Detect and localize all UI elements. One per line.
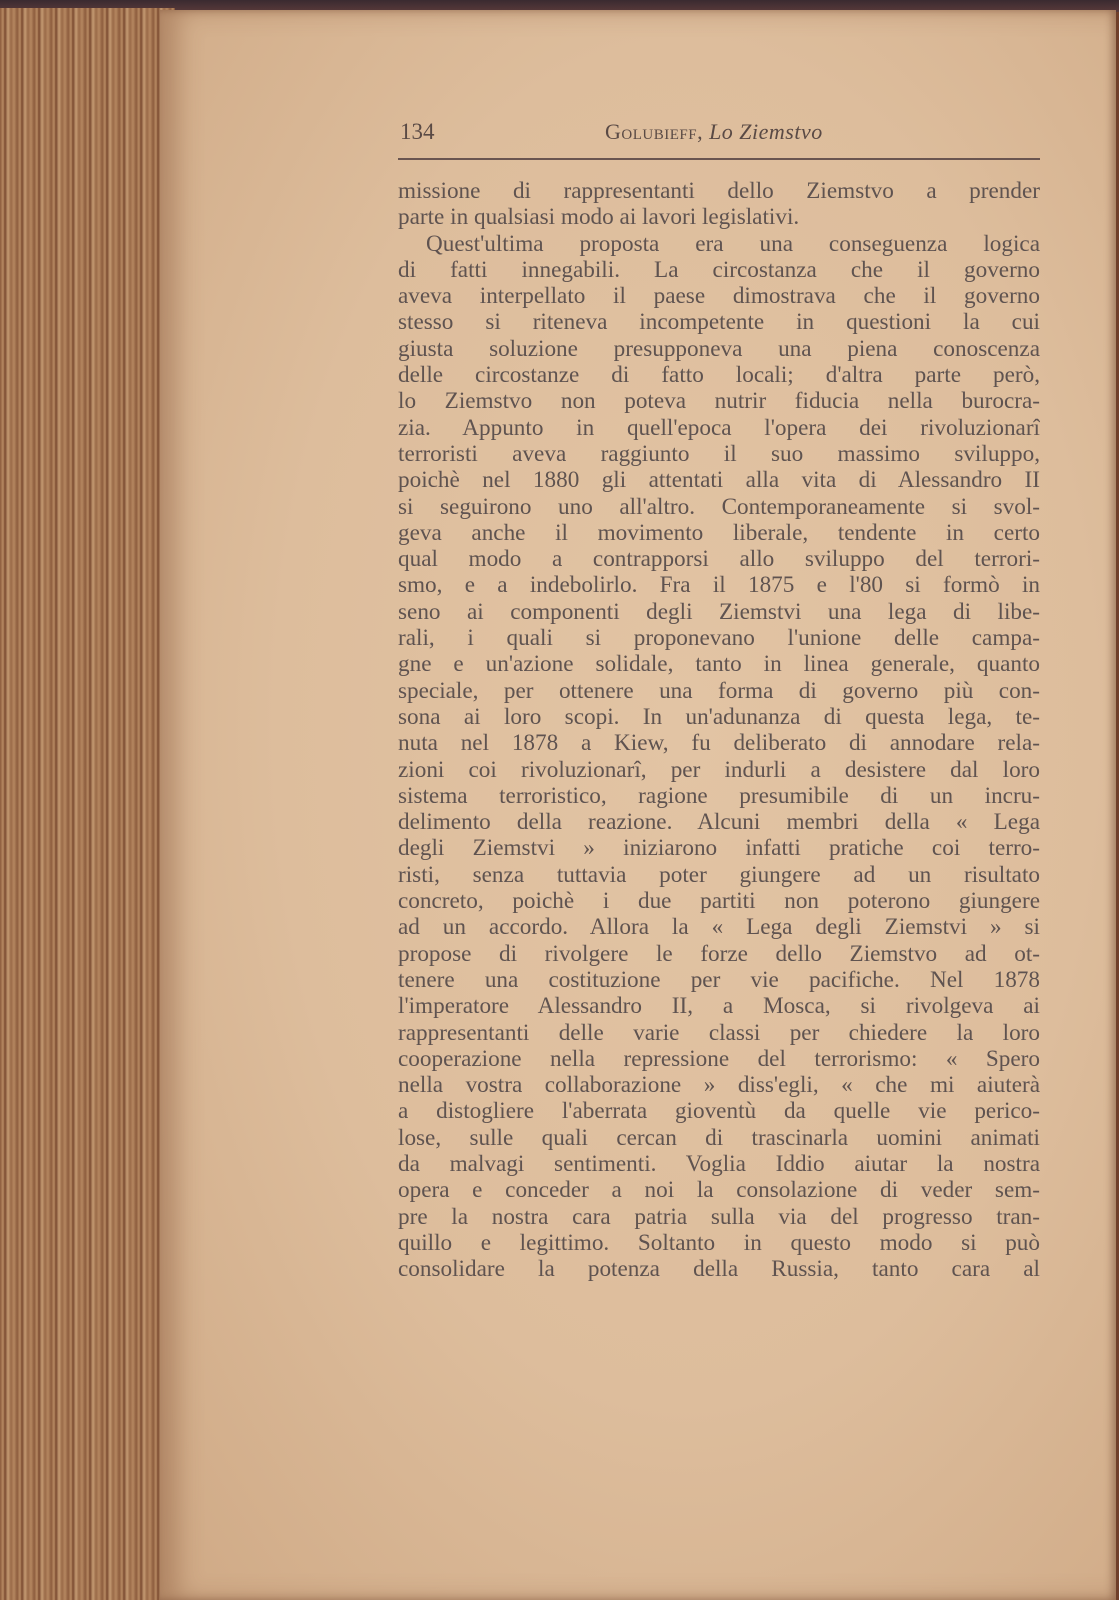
text-line: gne e un'azione solidale, tanto in linea generale, quanto <box>398 651 1040 678</box>
text-line: da malvagi sentimenti. Voglia Iddio aiutar la nostra <box>398 1150 1040 1177</box>
text-line: seno ai componenti degli Ziemstvi una lega di libe- <box>398 598 1040 625</box>
text-line: missione di rappresentanti dello Ziemstvo a prender <box>398 178 1040 204</box>
text-line: speciale, per ottenere una forma di governo più con- <box>398 677 1040 704</box>
body-text <box>398 178 1040 1282</box>
text-line: giusta soluzione presupponeva una piena conoscenza <box>398 335 1040 362</box>
text-line: qual modo a contrapporsi allo sviluppo del terrori- <box>398 546 1040 573</box>
text-line: aveva interpellato il paese dimostrava che il governo <box>398 283 1040 310</box>
text-line: lo Ziemstvo non poteva nutrir fiducia nella burocra- <box>398 388 1040 415</box>
page-number: 134 <box>400 119 435 144</box>
book-page-edges <box>0 8 175 1600</box>
text-line: sona ai loro scopi. In un'adunanza di questa lega, te- <box>398 703 1040 730</box>
text-line: stesso si riteneva incompetente in questioni la cui <box>398 309 1040 336</box>
text-line: propose di rivolgere le forze dello Ziemstvo ad ot- <box>398 940 1040 967</box>
page-header <box>400 119 1040 149</box>
text-line: Quest'ultima proposta era una conseguenza logica <box>426 230 1040 257</box>
text-line: si seguirono uno all'altro. Contemporaneamente si svol- <box>398 493 1040 520</box>
text-line: terroristi aveva raggiunto il suo massimo sviluppo, <box>398 440 1040 467</box>
text-line: smo, e a indebolirlo. Fra il 1875 e l'80 si formò in <box>398 572 1040 599</box>
text-line: risti, senza tuttavia poter giungere ad un risultato <box>398 861 1040 888</box>
text-line: quillo e legittimo. Soltanto in questo modo si può <box>398 1229 1040 1256</box>
running-title-work: Lo Ziemstvo <box>709 119 823 144</box>
text-line: a distogliere l'aberrata gioventù da quelle vie perico- <box>398 1098 1040 1125</box>
text-line: l'imperatore Alessandro II, a Mosca, si rivolgeva ai <box>398 993 1040 1020</box>
text-line: opera e conceder a noi la consolazione di veder sem- <box>398 1177 1040 1204</box>
text-line: delle circostanze di fatto locali; d'altra parte però, <box>398 362 1040 389</box>
text-line: zia. Appunto in quell'epoca l'opera dei rivoluzionarî <box>398 414 1040 441</box>
text-line: nella vostra collaborazione » diss'egli, « che mi aiuterà <box>398 1072 1040 1099</box>
text-line: sistema terroristico, ragione presumibile di un incru- <box>398 782 1040 809</box>
text-line: parte in qualsiasi modo ai lavori legislativi. <box>398 204 800 231</box>
header-rule <box>398 158 1040 160</box>
running-title <box>605 119 823 145</box>
text-line: rappresentanti delle varie classi per chiedere la loro <box>398 1019 1040 1046</box>
text-line: delimento della reazione. Alcuni membri della « Lega <box>398 809 1040 836</box>
running-title-author: Golubieff, <box>605 119 704 144</box>
text-line: tenere una costituzione per vie pacifiche. Nel 1878 <box>398 966 1040 993</box>
text-line: lose, sulle quali cercan di trascinarla uomini animati <box>398 1124 1040 1151</box>
text-line: poichè nel 1880 gli attentati alla vita di Alessandro II <box>398 467 1040 494</box>
text-line: nuta nel 1878 a Kiew, fu deliberato di annodare rela- <box>398 730 1040 757</box>
text-line: degli Ziemstvi » iniziarono infatti pratiche coi terro- <box>398 835 1040 862</box>
text-line: rali, i quali si proponevano l'unione delle campa- <box>398 625 1040 652</box>
text-line: zioni coi rivoluzionarî, per indurli a desistere dal loro <box>398 756 1040 783</box>
text-line: pre la nostra cara patria sulla via del progresso tran- <box>398 1203 1040 1230</box>
text-line: di fatti innegabili. La circostanza che il governo <box>398 256 1040 283</box>
text-line: ad un accordo. Allora la « Lega degli Ziemstvi » si <box>398 914 1040 941</box>
text-line: consolidare la potenza della Russia, tanto cara al <box>398 1256 1040 1283</box>
text-line: cooperazione nella repressione del terrorismo: « Spero <box>398 1045 1040 1072</box>
text-line: concreto, poichè i due partiti non poterono giungere <box>398 888 1040 915</box>
text-line: geva anche il movimento liberale, tendente in certo <box>398 519 1040 546</box>
